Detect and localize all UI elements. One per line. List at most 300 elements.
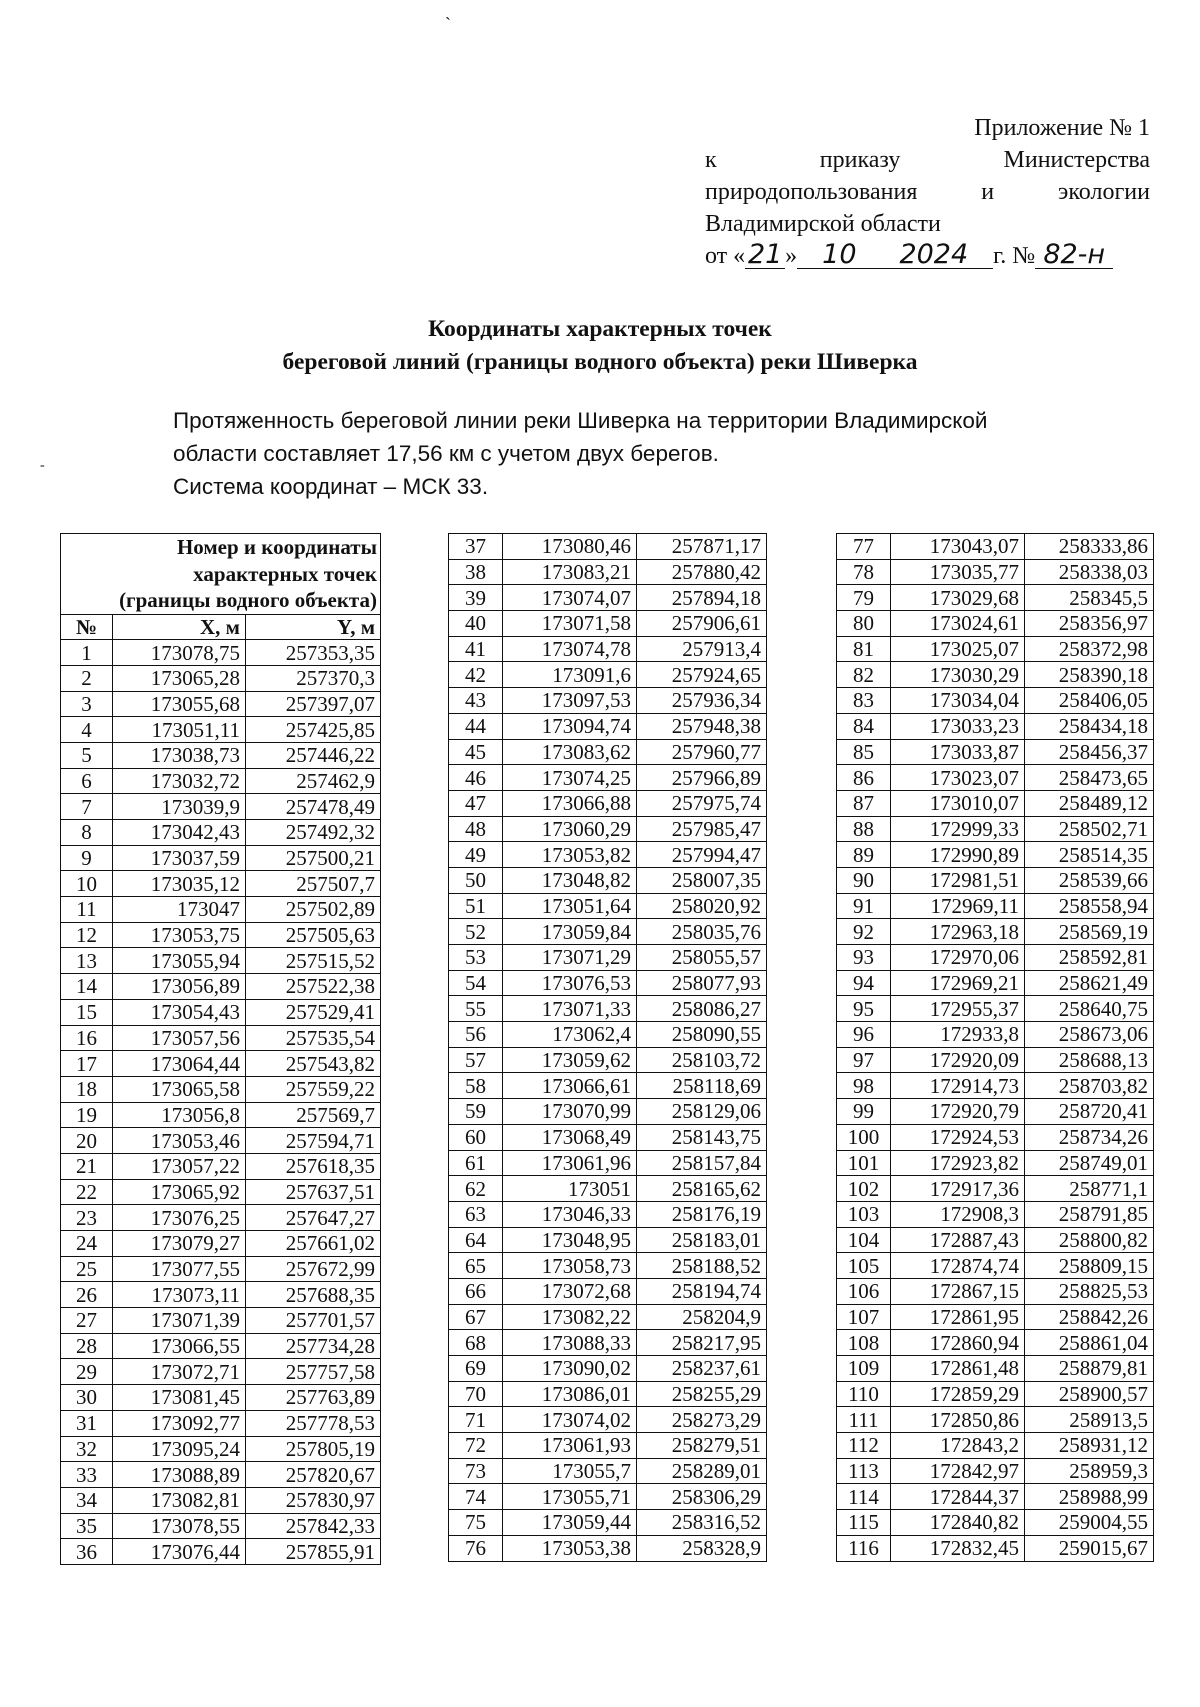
point-number: 1 xyxy=(61,640,113,666)
table-row xyxy=(449,1150,767,1176)
table-row xyxy=(61,1205,381,1231)
point-y: 257820,67 xyxy=(246,1462,381,1488)
point-x: 173033,23 xyxy=(891,713,1025,739)
point-number: 10 xyxy=(61,871,113,897)
point-y: 257618,35 xyxy=(246,1153,381,1179)
point-number: 21 xyxy=(61,1153,113,1179)
point-number: 91 xyxy=(837,893,891,919)
table-row xyxy=(837,893,1154,919)
point-x: 173079,27 xyxy=(113,1231,246,1257)
table-row xyxy=(837,1458,1154,1484)
point-y: 258688,13 xyxy=(1025,1047,1154,1073)
point-y: 258406,05 xyxy=(1025,688,1154,714)
point-number: 69 xyxy=(449,1356,503,1382)
point-number: 36 xyxy=(61,1539,113,1565)
point-number: 22 xyxy=(61,1179,113,1205)
point-number: 104 xyxy=(837,1227,891,1253)
column-header-num: № xyxy=(61,614,113,640)
table-row xyxy=(61,1051,381,1077)
point-x: 173055,94 xyxy=(113,948,246,974)
point-number: 49 xyxy=(449,842,503,868)
table-row xyxy=(449,1484,767,1510)
table-row xyxy=(61,1487,381,1513)
point-x: 173086,01 xyxy=(503,1381,637,1407)
point-number: 61 xyxy=(449,1150,503,1176)
point-x: 173081,45 xyxy=(113,1385,246,1411)
point-y: 257425,85 xyxy=(246,717,381,743)
point-x: 173057,22 xyxy=(113,1153,246,1179)
description-line-1: Протяженность береговой линии реки Шиверка на территории Владимирской xyxy=(173,408,988,433)
point-number: 115 xyxy=(837,1510,891,1536)
point-number: 97 xyxy=(837,1047,891,1073)
point-number: 40 xyxy=(449,611,503,637)
point-y: 258237,61 xyxy=(637,1356,767,1382)
point-number: 111 xyxy=(837,1407,891,1433)
point-x: 173055,68 xyxy=(113,691,246,717)
point-x: 172969,11 xyxy=(891,893,1025,919)
table-row xyxy=(449,1407,767,1433)
point-x: 173056,8 xyxy=(113,1102,246,1128)
point-y: 258434,18 xyxy=(1025,713,1154,739)
table-row xyxy=(61,794,381,820)
table-row xyxy=(61,820,381,846)
point-x: 173025,07 xyxy=(891,636,1025,662)
point-x: 173074,78 xyxy=(503,636,637,662)
table-row xyxy=(837,1407,1154,1433)
table-row xyxy=(449,893,767,919)
point-y: 258255,29 xyxy=(637,1381,767,1407)
point-x: 172920,79 xyxy=(891,1099,1025,1125)
point-y: 257763,89 xyxy=(246,1385,381,1411)
point-y: 257871,17 xyxy=(637,534,767,560)
from-label: от xyxy=(705,243,728,269)
point-number: 15 xyxy=(61,999,113,1025)
point-x: 173010,07 xyxy=(891,790,1025,816)
point-y: 258913,5 xyxy=(1025,1407,1154,1433)
table-row xyxy=(837,996,1154,1022)
point-y: 257535,54 xyxy=(246,1025,381,1051)
point-number: 93 xyxy=(837,945,891,971)
point-number: 43 xyxy=(449,688,503,714)
point-number: 11 xyxy=(61,897,113,923)
point-number: 66 xyxy=(449,1278,503,1304)
point-y: 258514,35 xyxy=(1025,842,1154,868)
table-row xyxy=(837,611,1154,637)
point-number: 101 xyxy=(837,1150,891,1176)
handwritten-day: 21 xyxy=(745,242,785,269)
point-x: 173082,81 xyxy=(113,1487,246,1513)
point-y: 258720,41 xyxy=(1025,1099,1154,1125)
caption-line-1: Номер и координаты xyxy=(176,535,377,559)
column-header-row xyxy=(61,614,381,640)
table-row xyxy=(61,691,381,717)
point-y: 258703,82 xyxy=(1025,1073,1154,1099)
table-row xyxy=(61,1102,381,1128)
point-x: 173071,29 xyxy=(503,945,637,971)
point-number: 60 xyxy=(449,1124,503,1150)
point-y: 257515,52 xyxy=(246,948,381,974)
point-number: 6 xyxy=(61,768,113,794)
table-row xyxy=(449,688,767,714)
table-row xyxy=(449,1356,767,1382)
table-row xyxy=(449,1227,767,1253)
point-y: 257594,71 xyxy=(246,1128,381,1154)
point-x: 172867,15 xyxy=(891,1278,1025,1304)
document-title xyxy=(0,313,1200,379)
table-row xyxy=(449,662,767,688)
table-row xyxy=(61,1025,381,1051)
table-row xyxy=(449,1099,767,1125)
point-number: 108 xyxy=(837,1330,891,1356)
point-y: 257478,49 xyxy=(246,794,381,820)
caption-line-3: (границы водного объекта) xyxy=(119,588,377,612)
point-number: 87 xyxy=(837,790,891,816)
point-number: 14 xyxy=(61,974,113,1000)
point-x: 173048,95 xyxy=(503,1227,637,1253)
table-row xyxy=(449,636,767,662)
appendix-line-1 xyxy=(705,144,1150,176)
point-x: 172908,3 xyxy=(891,1201,1025,1227)
point-x: 173092,77 xyxy=(113,1410,246,1436)
table-row xyxy=(449,1458,767,1484)
point-x: 173039,9 xyxy=(113,794,246,820)
appendix-word: приказу xyxy=(819,147,901,173)
table-row xyxy=(449,1535,767,1561)
table-row xyxy=(61,1436,381,1462)
table-row xyxy=(837,1510,1154,1536)
point-x: 172887,43 xyxy=(891,1227,1025,1253)
table-row xyxy=(61,845,381,871)
point-number: 113 xyxy=(837,1458,891,1484)
point-x: 173055,71 xyxy=(503,1484,637,1510)
table-row xyxy=(61,1282,381,1308)
point-number: 30 xyxy=(61,1385,113,1411)
point-y: 258020,92 xyxy=(637,893,767,919)
point-number: 100 xyxy=(837,1124,891,1150)
point-number: 106 xyxy=(837,1278,891,1304)
point-y: 257842,33 xyxy=(246,1513,381,1539)
point-number: 64 xyxy=(449,1227,503,1253)
point-y: 258621,49 xyxy=(1025,970,1154,996)
point-y: 258338,03 xyxy=(1025,559,1154,585)
point-y: 257370,3 xyxy=(246,665,381,691)
point-y: 257647,27 xyxy=(246,1205,381,1231)
point-x: 172843,2 xyxy=(891,1433,1025,1459)
point-y: 258879,81 xyxy=(1025,1356,1154,1382)
point-number: 39 xyxy=(449,585,503,611)
point-number: 32 xyxy=(61,1436,113,1462)
table-row xyxy=(61,897,381,923)
title-line-1: Координаты характерных точек xyxy=(428,316,772,342)
appendix-word: к xyxy=(705,147,717,173)
table-row xyxy=(61,922,381,948)
coordinates-table-2 xyxy=(448,533,767,1562)
table-row xyxy=(449,945,767,971)
point-y: 257502,89 xyxy=(246,897,381,923)
table-row xyxy=(837,945,1154,971)
table-row xyxy=(837,739,1154,765)
table-row xyxy=(61,742,381,768)
point-y: 258118,69 xyxy=(637,1073,767,1099)
point-x: 172923,82 xyxy=(891,1150,1025,1176)
point-y: 257936,34 xyxy=(637,688,767,714)
point-number: 58 xyxy=(449,1073,503,1099)
table-row xyxy=(837,1535,1154,1561)
table-row xyxy=(837,867,1154,893)
point-x: 173066,55 xyxy=(113,1333,246,1359)
point-number: 31 xyxy=(61,1410,113,1436)
point-number: 8 xyxy=(61,820,113,846)
point-y: 258592,81 xyxy=(1025,945,1154,971)
appendix-line-3: Владимирской области xyxy=(705,211,941,237)
point-number: 55 xyxy=(449,996,503,1022)
point-number: 19 xyxy=(61,1102,113,1128)
point-number: 84 xyxy=(837,713,891,739)
point-number: 95 xyxy=(837,996,891,1022)
appendix-word: Министерства xyxy=(1003,147,1150,173)
point-y: 258640,75 xyxy=(1025,996,1154,1022)
table-row xyxy=(61,1513,381,1539)
appendix-title: Приложение № 1 xyxy=(974,115,1150,141)
point-number: 41 xyxy=(449,636,503,662)
point-y: 258558,94 xyxy=(1025,893,1154,919)
point-y: 257906,61 xyxy=(637,611,767,637)
point-x: 173071,33 xyxy=(503,996,637,1022)
point-y: 257661,02 xyxy=(246,1231,381,1257)
table-row xyxy=(837,970,1154,996)
point-y: 258825,53 xyxy=(1025,1278,1154,1304)
point-x: 172999,33 xyxy=(891,816,1025,842)
point-y: 257637,51 xyxy=(246,1179,381,1205)
point-number: 2 xyxy=(61,665,113,691)
point-y: 257672,99 xyxy=(246,1256,381,1282)
point-y: 258749,01 xyxy=(1025,1150,1154,1176)
point-y: 258316,52 xyxy=(637,1510,767,1536)
point-number: 63 xyxy=(449,1201,503,1227)
point-x: 172861,95 xyxy=(891,1304,1025,1330)
point-y: 258194,74 xyxy=(637,1278,767,1304)
point-x: 173060,29 xyxy=(503,816,637,842)
table-row xyxy=(837,585,1154,611)
point-x: 173024,61 xyxy=(891,611,1025,637)
appendix-word: экологии xyxy=(1058,179,1150,205)
table-row xyxy=(449,1047,767,1073)
table-row xyxy=(61,665,381,691)
point-y: 257913,4 xyxy=(637,636,767,662)
point-number: 72 xyxy=(449,1433,503,1459)
point-number: 42 xyxy=(449,662,503,688)
point-number: 73 xyxy=(449,1458,503,1484)
point-number: 44 xyxy=(449,713,503,739)
description-line-2: области составляет 17,56 км с учетом двух берегов. xyxy=(173,441,719,466)
point-y: 258055,57 xyxy=(637,945,767,971)
point-x: 173090,02 xyxy=(503,1356,637,1382)
table-row xyxy=(449,842,767,868)
table-row xyxy=(449,816,767,842)
point-x: 173061,96 xyxy=(503,1150,637,1176)
point-x: 172917,36 xyxy=(891,1176,1025,1202)
number-label: г. № xyxy=(993,243,1036,269)
handwritten-date xyxy=(797,239,993,270)
point-number: 48 xyxy=(449,816,503,842)
point-number: 26 xyxy=(61,1282,113,1308)
point-number: 12 xyxy=(61,922,113,948)
point-y: 258086,27 xyxy=(637,996,767,1022)
point-y: 257924,65 xyxy=(637,662,767,688)
point-x: 173048,82 xyxy=(503,867,637,893)
point-x: 173072,71 xyxy=(113,1359,246,1385)
point-y: 258800,82 xyxy=(1025,1227,1154,1253)
point-x: 173047 xyxy=(113,897,246,923)
point-number: 99 xyxy=(837,1099,891,1125)
table-row xyxy=(449,611,767,637)
point-x: 173065,58 xyxy=(113,1076,246,1102)
point-x: 173058,73 xyxy=(503,1253,637,1279)
point-y: 258900,57 xyxy=(1025,1381,1154,1407)
point-x: 172860,94 xyxy=(891,1330,1025,1356)
point-x: 172842,97 xyxy=(891,1458,1025,1484)
point-y: 258217,95 xyxy=(637,1330,767,1356)
point-x: 173088,89 xyxy=(113,1462,246,1488)
table-row xyxy=(449,585,767,611)
point-y: 257994,47 xyxy=(637,842,767,868)
point-x: 173097,53 xyxy=(503,688,637,714)
table-row xyxy=(449,867,767,893)
point-x: 173037,59 xyxy=(113,845,246,871)
point-y: 258791,85 xyxy=(1025,1201,1154,1227)
table-row xyxy=(449,1433,767,1459)
point-x: 173057,56 xyxy=(113,1025,246,1051)
point-x: 173046,33 xyxy=(503,1201,637,1227)
point-x: 172969,21 xyxy=(891,970,1025,996)
table-row xyxy=(61,717,381,743)
point-number: 105 xyxy=(837,1253,891,1279)
point-y: 257492,32 xyxy=(246,820,381,846)
point-number: 53 xyxy=(449,945,503,971)
point-x: 173065,28 xyxy=(113,665,246,691)
point-y: 259004,55 xyxy=(1025,1510,1154,1536)
point-x: 173068,49 xyxy=(503,1124,637,1150)
point-y: 257960,77 xyxy=(637,739,767,765)
point-y: 259015,67 xyxy=(1025,1535,1154,1561)
point-y: 258007,35 xyxy=(637,867,767,893)
point-y: 258183,01 xyxy=(637,1227,767,1253)
point-x: 173064,44 xyxy=(113,1051,246,1077)
point-y: 258165,62 xyxy=(637,1176,767,1202)
table-row xyxy=(837,636,1154,662)
point-number: 103 xyxy=(837,1201,891,1227)
appendix-line-2 xyxy=(705,176,1150,208)
table-row xyxy=(61,1128,381,1154)
point-y: 258103,72 xyxy=(637,1047,767,1073)
table-row xyxy=(449,1381,767,1407)
point-y: 257543,82 xyxy=(246,1051,381,1077)
point-number: 18 xyxy=(61,1076,113,1102)
point-number: 28 xyxy=(61,1333,113,1359)
point-y: 257966,89 xyxy=(637,765,767,791)
table-row xyxy=(449,970,767,996)
point-x: 173071,58 xyxy=(503,611,637,637)
point-y: 257948,38 xyxy=(637,713,767,739)
coordinates-table-3 xyxy=(836,533,1154,1562)
table-caption xyxy=(61,534,381,615)
table-row xyxy=(837,1176,1154,1202)
point-x: 173059,44 xyxy=(503,1510,637,1536)
point-x: 172832,45 xyxy=(891,1535,1025,1561)
point-number: 27 xyxy=(61,1308,113,1334)
point-x: 173054,43 xyxy=(113,999,246,1025)
table-row xyxy=(449,559,767,585)
point-number: 59 xyxy=(449,1099,503,1125)
point-number: 109 xyxy=(837,1356,891,1382)
table-row xyxy=(837,713,1154,739)
table-row xyxy=(449,1510,767,1536)
point-y: 258077,93 xyxy=(637,970,767,996)
point-number: 96 xyxy=(837,1022,891,1048)
point-y: 257529,41 xyxy=(246,999,381,1025)
point-x: 172920,09 xyxy=(891,1047,1025,1073)
point-x: 172850,86 xyxy=(891,1407,1025,1433)
point-x: 173071,39 xyxy=(113,1308,246,1334)
point-number: 13 xyxy=(61,948,113,974)
point-y: 258176,19 xyxy=(637,1201,767,1227)
table-row xyxy=(837,1022,1154,1048)
point-x: 173043,07 xyxy=(891,534,1025,560)
point-number: 7 xyxy=(61,794,113,820)
point-y: 258502,71 xyxy=(1025,816,1154,842)
point-y: 257757,58 xyxy=(246,1359,381,1385)
point-number: 82 xyxy=(837,662,891,688)
table-row xyxy=(449,1330,767,1356)
table-row xyxy=(837,1304,1154,1330)
scan-speck: ˎ xyxy=(445,0,451,20)
table-row xyxy=(449,919,767,945)
point-y: 257830,97 xyxy=(246,1487,381,1513)
point-y: 258734,26 xyxy=(1025,1124,1154,1150)
point-x: 172844,37 xyxy=(891,1484,1025,1510)
table-row xyxy=(449,1278,767,1304)
table-row xyxy=(837,1201,1154,1227)
point-y: 258569,19 xyxy=(1025,919,1154,945)
point-x: 173035,77 xyxy=(891,559,1025,585)
point-x: 172981,51 xyxy=(891,867,1025,893)
point-x: 173088,33 xyxy=(503,1330,637,1356)
point-number: 46 xyxy=(449,765,503,791)
point-number: 52 xyxy=(449,919,503,945)
point-number: 23 xyxy=(61,1205,113,1231)
point-x: 173076,25 xyxy=(113,1205,246,1231)
point-number: 70 xyxy=(449,1381,503,1407)
point-y: 258356,97 xyxy=(1025,611,1154,637)
point-y: 258035,76 xyxy=(637,919,767,945)
table-row xyxy=(61,1385,381,1411)
point-number: 78 xyxy=(837,559,891,585)
table-row xyxy=(61,1153,381,1179)
table-row xyxy=(837,1484,1154,1510)
point-x: 172990,89 xyxy=(891,842,1025,868)
table-row xyxy=(449,765,767,791)
point-x: 173074,02 xyxy=(503,1407,637,1433)
point-x: 173095,24 xyxy=(113,1436,246,1462)
point-y: 257985,47 xyxy=(637,816,767,842)
table-row xyxy=(837,1227,1154,1253)
point-y: 257446,22 xyxy=(246,742,381,768)
point-number: 110 xyxy=(837,1381,891,1407)
quote-close: » xyxy=(785,243,798,269)
table-row xyxy=(61,1359,381,1385)
point-y: 258273,29 xyxy=(637,1407,767,1433)
point-number: 38 xyxy=(449,559,503,585)
